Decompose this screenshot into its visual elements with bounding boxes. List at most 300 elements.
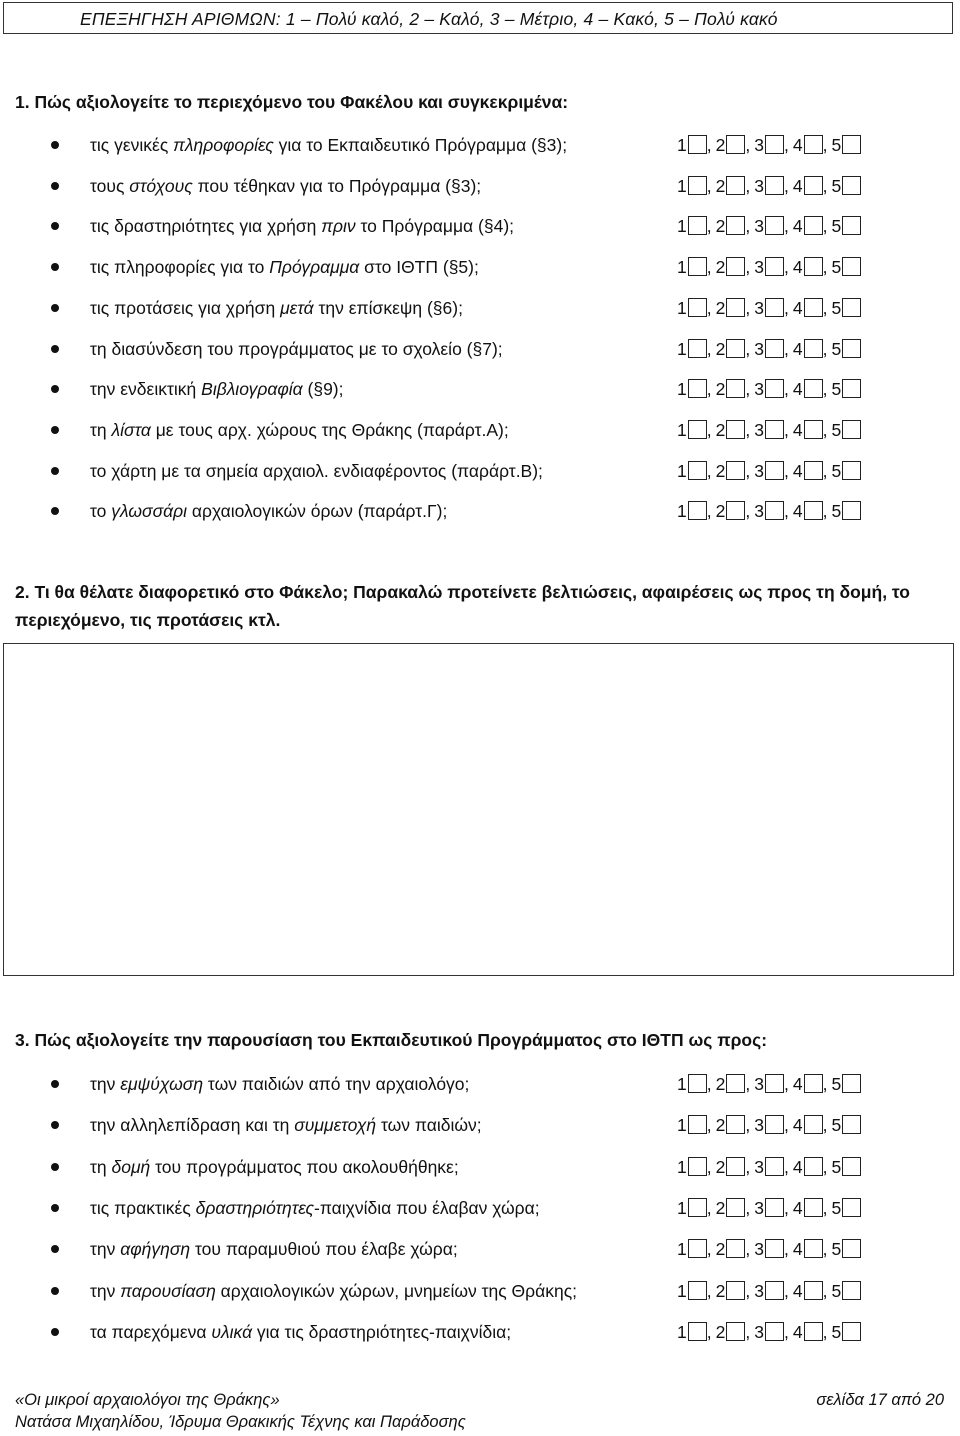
- rating-options: [677, 1278, 861, 1304]
- rating-option: [793, 1195, 823, 1221]
- rating-option: [754, 1278, 784, 1304]
- rating-checkbox[interactable]: [842, 135, 861, 154]
- rating-option: [716, 1154, 746, 1180]
- separator: ,: [822, 379, 828, 400]
- rating-number: 1: [677, 216, 687, 237]
- rating-option: [716, 295, 746, 321]
- separator: ,: [783, 135, 789, 155]
- rating-option: [677, 1154, 707, 1180]
- rating-number: 5: [831, 216, 842, 237]
- question-item-label: τις πρακτικές δραστηριότητες-παιχνίδια που έλαβαν χώρα;: [90, 1197, 540, 1218]
- rating-checkbox[interactable]: [688, 339, 707, 358]
- rating-checkbox[interactable]: [804, 420, 823, 439]
- rating-checkbox[interactable]: [726, 1198, 745, 1217]
- rating-number: 5: [831, 460, 842, 481]
- rating-checkbox[interactable]: [688, 1115, 707, 1134]
- rating-option: [754, 498, 784, 524]
- rating-checkbox[interactable]: [765, 298, 784, 317]
- rating-checkbox[interactable]: [688, 1198, 707, 1217]
- rating-option: [716, 417, 746, 443]
- rating-number: 3: [754, 379, 764, 400]
- rating-number: 5: [831, 1197, 842, 1218]
- bullet-icon: [51, 385, 59, 393]
- rating-option: [754, 336, 784, 362]
- rating-option: [831, 1278, 861, 1304]
- rating-checkbox[interactable]: [804, 1074, 823, 1093]
- separator: ,: [745, 297, 751, 318]
- question-item-label: την ενδεικτική Βιβλιογραφία (§9);: [90, 379, 344, 400]
- rating-checkbox[interactable]: [765, 135, 784, 154]
- rating-option: [677, 458, 707, 484]
- rating-checkbox[interactable]: [804, 501, 823, 520]
- rating-number: 4: [792, 419, 803, 440]
- separator: ,: [822, 460, 828, 481]
- rating-checkbox[interactable]: [688, 420, 707, 439]
- rating-options: [677, 376, 861, 402]
- rating-number: 4: [792, 135, 803, 155]
- rating-options: [677, 295, 861, 321]
- rating-options: [677, 254, 861, 280]
- rating-checkbox[interactable]: [765, 176, 784, 195]
- question-item: [0, 1195, 960, 1221]
- separator: ,: [706, 460, 712, 481]
- rating-number: 2: [715, 501, 726, 522]
- rating-option: [716, 1071, 746, 1097]
- bullet-icon: [51, 1328, 59, 1336]
- question-item: [0, 173, 960, 199]
- rating-number: 2: [715, 338, 726, 359]
- rating-option: [677, 1278, 707, 1304]
- rating-number: 1: [677, 1156, 687, 1177]
- rating-checkbox[interactable]: [765, 379, 784, 398]
- rating-checkbox[interactable]: [804, 1115, 823, 1134]
- separator: ,: [706, 419, 712, 440]
- rating-checkbox[interactable]: [765, 1281, 784, 1300]
- rating-checkbox[interactable]: [726, 1281, 745, 1300]
- separator: ,: [822, 216, 828, 237]
- rating-number: 4: [792, 257, 803, 278]
- separator: ,: [745, 216, 751, 237]
- rating-options: [677, 1112, 861, 1138]
- rating-checkbox[interactable]: [765, 461, 784, 480]
- rating-option: [754, 1236, 784, 1262]
- question-item: [0, 213, 960, 239]
- rating-option: [677, 417, 707, 443]
- rating-options: [677, 336, 861, 362]
- separator: ,: [822, 1074, 828, 1094]
- rating-checkbox[interactable]: [842, 1115, 861, 1134]
- rating-number: 4: [792, 1115, 803, 1136]
- separator: ,: [706, 135, 712, 155]
- separator: ,: [783, 1239, 789, 1260]
- rating-checkbox[interactable]: [726, 501, 745, 520]
- rating-checkbox[interactable]: [726, 298, 745, 317]
- rating-checkbox[interactable]: [804, 257, 823, 276]
- rating-checkbox[interactable]: [804, 1239, 823, 1258]
- separator: ,: [783, 1197, 789, 1218]
- separator: ,: [745, 1197, 751, 1218]
- rating-options: [677, 1071, 861, 1097]
- rating-option: [831, 173, 861, 199]
- rating-checkbox[interactable]: [726, 257, 745, 276]
- question-2-title: 2. Τι θα θέλατε διαφορετικό στο Φάκελο; Παρακαλώ προτείνετε βελτιώσεις, αφαιρέσεις ως προς τη δομή, το περιεχόμενο, τις προτάσεις κτλ.: [15, 582, 910, 630]
- rating-option: [831, 376, 861, 402]
- separator: ,: [706, 1239, 712, 1260]
- rating-checkbox[interactable]: [688, 461, 707, 480]
- rating-checkbox[interactable]: [842, 420, 861, 439]
- separator: ,: [706, 501, 712, 522]
- question-item: [0, 1071, 960, 1097]
- rating-number: 2: [715, 460, 726, 481]
- rating-number: 5: [831, 1074, 842, 1094]
- rating-number: 2: [715, 1239, 726, 1260]
- bullet-icon: [51, 263, 59, 271]
- legend-box: [3, 2, 953, 34]
- rating-option: [793, 376, 823, 402]
- separator: ,: [783, 419, 789, 440]
- separator: ,: [822, 338, 828, 359]
- rating-option: [754, 254, 784, 280]
- rating-option: [677, 254, 707, 280]
- rating-checkbox[interactable]: [842, 216, 861, 235]
- rating-number: 5: [831, 1280, 842, 1301]
- legend-text: ΕΠΕΞΗΓΗΣΗ ΑΡΙΘΜΩΝ: 1 – Πολύ καλό, 2 – Καλό, 3 – Μέτριο, 4 – Κακό, 5 – Πολύ κακό: [80, 9, 778, 29]
- rating-number: 3: [754, 1115, 764, 1136]
- rating-checkbox[interactable]: [688, 1322, 707, 1341]
- rating-option: [716, 1236, 746, 1262]
- separator: ,: [783, 338, 789, 359]
- question-item-label: τη λίστα με τους αρχ. χώρους της Θράκης (παράρτ.Α);: [90, 419, 509, 440]
- separator: ,: [783, 379, 789, 400]
- rating-option: [754, 295, 784, 321]
- rating-checkbox[interactable]: [842, 461, 861, 480]
- rating-checkbox[interactable]: [804, 1198, 823, 1217]
- bullet-icon: [51, 507, 59, 515]
- rating-checkbox[interactable]: [726, 461, 745, 480]
- rating-checkbox[interactable]: [688, 379, 707, 398]
- rating-checkbox[interactable]: [804, 379, 823, 398]
- rating-checkbox[interactable]: [688, 135, 707, 154]
- rating-option: [677, 336, 707, 362]
- rating-option: [677, 213, 707, 239]
- rating-number: 1: [677, 1115, 687, 1136]
- rating-checkbox[interactable]: [726, 1074, 745, 1093]
- rating-checkbox[interactable]: [688, 298, 707, 317]
- rating-checkbox[interactable]: [765, 1157, 784, 1176]
- rating-number: 5: [831, 1156, 842, 1177]
- question-item: [0, 458, 960, 484]
- question-item-label: την αφήγηση του παραμυθιού που έλαβε χώρα;: [90, 1239, 458, 1260]
- rating-number: 3: [754, 1239, 764, 1260]
- rating-option: [793, 132, 823, 158]
- rating-number: 2: [715, 1115, 726, 1136]
- rating-number: 4: [792, 338, 803, 359]
- rating-option: [831, 336, 861, 362]
- rating-checkbox[interactable]: [804, 1322, 823, 1341]
- separator: ,: [822, 1115, 828, 1136]
- rating-number: 3: [754, 419, 764, 440]
- rating-option: [831, 1071, 861, 1097]
- rating-option: [793, 417, 823, 443]
- separator: ,: [783, 1280, 789, 1301]
- rating-checkbox[interactable]: [688, 1281, 707, 1300]
- question-item-label: τους στόχους που τέθηκαν για το Πρόγραμμα (§3);: [90, 175, 482, 196]
- question-item: [0, 1319, 960, 1345]
- rating-option: [677, 376, 707, 402]
- rating-checkbox[interactable]: [726, 216, 745, 235]
- separator: ,: [745, 1074, 751, 1094]
- rating-checkbox[interactable]: [842, 257, 861, 276]
- rating-checkbox[interactable]: [804, 461, 823, 480]
- rating-number: 1: [677, 1197, 687, 1218]
- rating-checkbox[interactable]: [765, 257, 784, 276]
- rating-number: 5: [831, 257, 842, 278]
- rating-option: [754, 1319, 784, 1345]
- rating-option: [831, 132, 861, 158]
- rating-number: 2: [715, 1321, 726, 1342]
- separator: ,: [745, 1239, 751, 1260]
- answer-textarea[interactable]: [3, 643, 954, 976]
- rating-number: 5: [831, 175, 842, 196]
- rating-option: [754, 417, 784, 443]
- separator: ,: [706, 338, 712, 359]
- rating-checkbox[interactable]: [842, 298, 861, 317]
- rating-number: 5: [831, 501, 842, 522]
- bullet-icon: [51, 345, 59, 353]
- rating-checkbox[interactable]: [765, 501, 784, 520]
- rating-options: [677, 1154, 861, 1180]
- footer-title: «Οι μικροί αρχαιολόγοι της Θράκης»: [15, 1391, 280, 1409]
- rating-checkbox[interactable]: [726, 1322, 745, 1341]
- rating-option: [754, 458, 784, 484]
- rating-option: [831, 1112, 861, 1138]
- rating-checkbox[interactable]: [726, 1157, 745, 1176]
- rating-option: [677, 1071, 707, 1097]
- rating-number: 5: [831, 1115, 842, 1136]
- rating-option: [677, 1195, 707, 1221]
- question-item-label: τις γενικές πληροφορίες για το Εκπαιδευτικό Πρόγραμμα (§3);: [90, 135, 568, 155]
- rating-option: [754, 1195, 784, 1221]
- separator: ,: [783, 1156, 789, 1177]
- separator: ,: [783, 1115, 789, 1136]
- separator: ,: [745, 1280, 751, 1301]
- rating-number: 2: [715, 175, 726, 196]
- rating-number: 2: [715, 216, 726, 237]
- rating-option: [793, 336, 823, 362]
- question-item: [0, 1154, 960, 1180]
- question-3-title: 3. Πώς αξιολογείτε την παρουσίαση του Εκπαιδευτικού Προγράμματος στο ΙΘΤΠ ως προς:: [15, 1030, 768, 1050]
- separator: ,: [706, 1280, 712, 1301]
- rating-number: 5: [831, 419, 842, 440]
- rating-number: 4: [792, 1074, 803, 1094]
- rating-checkbox[interactable]: [765, 1322, 784, 1341]
- question-1-title: 1. Πώς αξιολογείτε το περιεχόμενο του Φακέλου και συγκεκριμένα:: [15, 92, 569, 112]
- rating-checkbox[interactable]: [842, 1198, 861, 1217]
- rating-option: [716, 254, 746, 280]
- rating-number: 3: [754, 1197, 764, 1218]
- rating-checkbox[interactable]: [842, 1074, 861, 1093]
- separator: ,: [745, 501, 751, 522]
- rating-option: [677, 132, 707, 158]
- rating-checkbox[interactable]: [804, 216, 823, 235]
- rating-number: 1: [677, 501, 687, 522]
- rating-option: [793, 1278, 823, 1304]
- rating-checkbox[interactable]: [842, 176, 861, 195]
- rating-option: [716, 336, 746, 362]
- rating-checkbox[interactable]: [765, 216, 784, 235]
- rating-checkbox[interactable]: [726, 135, 745, 154]
- separator: ,: [822, 1156, 828, 1177]
- rating-checkbox[interactable]: [726, 1239, 745, 1258]
- separator: ,: [706, 1115, 712, 1136]
- rating-number: 1: [677, 379, 687, 400]
- separator: ,: [706, 216, 712, 237]
- rating-number: 4: [792, 175, 803, 196]
- rating-number: 3: [754, 257, 764, 278]
- rating-number: 3: [754, 1280, 764, 1301]
- rating-number: 4: [792, 501, 803, 522]
- separator: ,: [745, 257, 751, 278]
- separator: ,: [822, 1197, 828, 1218]
- rating-checkbox[interactable]: [804, 339, 823, 358]
- question-item: [0, 336, 960, 362]
- rating-checkbox[interactable]: [804, 135, 823, 154]
- rating-checkbox[interactable]: [726, 379, 745, 398]
- rating-number: 5: [831, 379, 842, 400]
- separator: ,: [822, 1321, 828, 1342]
- rating-number: 2: [715, 419, 726, 440]
- rating-option: [831, 1236, 861, 1262]
- question-item-label: τις προτάσεις για χρήση μετά την επίσκεψη (§6);: [90, 297, 463, 318]
- bullet-icon: [51, 1121, 59, 1129]
- rating-option: [754, 213, 784, 239]
- rating-checkbox[interactable]: [765, 1115, 784, 1134]
- rating-number: 3: [754, 175, 764, 196]
- separator: ,: [822, 297, 828, 318]
- rating-number: 5: [831, 1239, 842, 1260]
- rating-checkbox[interactable]: [765, 420, 784, 439]
- question-item-label: τις πληροφορίες για το Πρόγραμμα στο ΙΘΤΠ (§5);: [90, 257, 479, 278]
- rating-checkbox[interactable]: [804, 176, 823, 195]
- rating-number: 1: [677, 175, 687, 196]
- rating-number: 4: [792, 460, 803, 481]
- rating-checkbox[interactable]: [842, 501, 861, 520]
- bullet-icon: [51, 467, 59, 475]
- rating-checkbox[interactable]: [726, 339, 745, 358]
- rating-checkbox[interactable]: [688, 501, 707, 520]
- question-item-label: τα παρεχόμενα υλικά για τις δραστηριότητες-παιχνίδια;: [90, 1321, 512, 1342]
- rating-checkbox[interactable]: [688, 1157, 707, 1176]
- rating-checkbox[interactable]: [842, 339, 861, 358]
- rating-checkbox[interactable]: [804, 1281, 823, 1300]
- separator: ,: [783, 1074, 789, 1094]
- rating-checkbox[interactable]: [688, 1074, 707, 1093]
- rating-checkbox[interactable]: [842, 1322, 861, 1341]
- question-item-label: τη διασύνδεση του προγράμματος με το σχολείο (§7);: [90, 338, 503, 359]
- rating-checkbox[interactable]: [842, 379, 861, 398]
- rating-option: [754, 1112, 784, 1138]
- rating-option: [831, 458, 861, 484]
- question-item: [0, 1112, 960, 1138]
- rating-checkbox[interactable]: [726, 176, 745, 195]
- rating-option: [677, 295, 707, 321]
- rating-option: [716, 1319, 746, 1345]
- rating-number: 3: [754, 501, 764, 522]
- rating-checkbox[interactable]: [804, 298, 823, 317]
- bullet-icon: [51, 1287, 59, 1295]
- rating-checkbox[interactable]: [688, 1239, 707, 1258]
- question-item: [0, 417, 960, 443]
- footer-author: Νατάσα Μιχαηλίδου, Ίδρυμα Θρακικής Τέχνης και Παράδοσης: [15, 1413, 466, 1431]
- bullet-icon: [51, 304, 59, 312]
- rating-checkbox[interactable]: [765, 1074, 784, 1093]
- rating-checkbox[interactable]: [726, 1115, 745, 1134]
- rating-option: [831, 295, 861, 321]
- rating-option: [793, 1071, 823, 1097]
- rating-checkbox[interactable]: [842, 1157, 861, 1176]
- separator: ,: [822, 1239, 828, 1260]
- rating-option: [716, 1112, 746, 1138]
- rating-checkbox[interactable]: [688, 176, 707, 195]
- rating-number: 1: [677, 1321, 687, 1342]
- rating-number: 4: [792, 297, 803, 318]
- rating-option: [754, 173, 784, 199]
- rating-option: [793, 254, 823, 280]
- rating-number: 1: [677, 257, 687, 278]
- rating-number: 4: [792, 1156, 803, 1177]
- separator: ,: [745, 1156, 751, 1177]
- rating-option: [716, 1278, 746, 1304]
- rating-number: 5: [831, 1321, 842, 1342]
- separator: ,: [706, 257, 712, 278]
- rating-option: [716, 458, 746, 484]
- rating-checkbox[interactable]: [804, 1157, 823, 1176]
- separator: ,: [783, 216, 789, 237]
- rating-checkbox[interactable]: [765, 1239, 784, 1258]
- rating-number: 1: [677, 297, 687, 318]
- separator: ,: [745, 135, 751, 155]
- separator: ,: [783, 460, 789, 481]
- separator: ,: [706, 1156, 712, 1177]
- bullet-icon: [51, 1245, 59, 1253]
- rating-option: [793, 1319, 823, 1345]
- question-item: [0, 498, 960, 524]
- rating-checkbox[interactable]: [688, 257, 707, 276]
- rating-number: 3: [754, 1156, 764, 1177]
- footer-page-number: σελίδα 17 από 20: [816, 1391, 944, 1409]
- rating-checkbox[interactable]: [688, 216, 707, 235]
- rating-option: [677, 1236, 707, 1262]
- rating-options: [677, 417, 861, 443]
- question-item-label: την εμψύχωση των παιδιών από την αρχαιολόγο;: [90, 1074, 470, 1094]
- separator: ,: [706, 1321, 712, 1342]
- rating-number: 4: [792, 379, 803, 400]
- rating-checkbox[interactable]: [842, 1239, 861, 1258]
- bullet-icon: [51, 426, 59, 434]
- rating-option: [831, 498, 861, 524]
- rating-options: [677, 173, 861, 199]
- rating-checkbox[interactable]: [765, 339, 784, 358]
- rating-number: 2: [715, 1156, 726, 1177]
- rating-option: [793, 295, 823, 321]
- rating-checkbox[interactable]: [726, 420, 745, 439]
- question-item: [0, 254, 960, 280]
- rating-checkbox[interactable]: [765, 1198, 784, 1217]
- separator: ,: [783, 297, 789, 318]
- rating-number: 4: [792, 1280, 803, 1301]
- question-item: [0, 1236, 960, 1262]
- rating-checkbox[interactable]: [842, 1281, 861, 1300]
